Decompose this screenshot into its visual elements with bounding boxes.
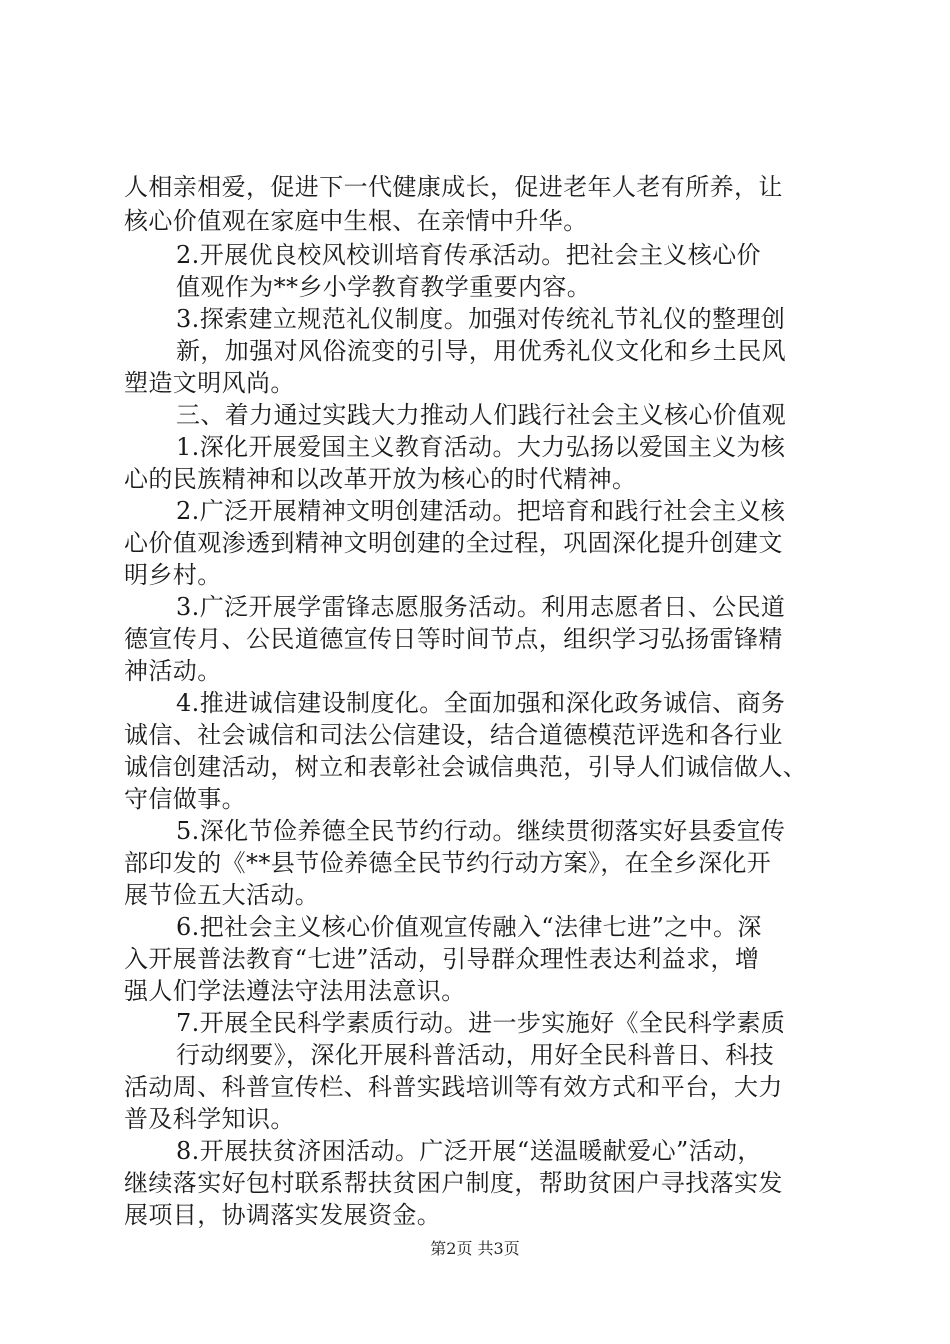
body-line: 神活动。 (124, 657, 222, 685)
section-heading: 三、着力通过实践大力推动人们践行社会主义核心价值观 (176, 401, 786, 429)
body-line: 部印发的《**县节俭养德全民节约行动方案》，在全乡深化开 (124, 849, 772, 877)
body-line: 8.开展扶贫济困活动。广泛开展“送温暖献爱心”活动， (176, 1137, 762, 1165)
body-line: 5.深化节俭养德全民节约行动。继续贯彻落实好县委宣传 (176, 817, 786, 845)
body-line: 2.广泛开展精神文明创建活动。把培育和践行社会主义核 (176, 497, 786, 525)
page-number: 第2页 共3页 (430, 1239, 520, 1258)
body-line: 展节俭五大活动。 (124, 881, 320, 909)
body-line: 心价值观渗透到精神文明创建的全过程，巩固深化提升创建文 (124, 529, 783, 557)
body-line: 2.开展优良校风校训培育传承活动。把社会主义核心价 (176, 241, 761, 269)
body-line: 行动纲要》，深化开展科普活动，用好全民科普日、科技 (176, 1041, 774, 1069)
body-line: 普及科学知识。 (124, 1105, 295, 1133)
body-line: 展项目，协调落实发展资金。 (124, 1201, 442, 1229)
body-line: 7.开展全民科学素质行动。进一步实施好《全民科学素质 (176, 1009, 786, 1037)
body-line: 3.广泛开展学雷锋志愿服务活动。利用志愿者日、公民道 (176, 593, 786, 621)
body-line: 心的民族精神和以改革开放为核心的时代精神。 (124, 465, 637, 493)
body-line: 德宣传月、公民道德宣传日等时间节点，组织学习弘扬雷锋精 (124, 625, 783, 653)
body-line: 活动周、科普宣传栏、科普实践培训等有效方式和平台，大力 (124, 1073, 783, 1101)
body-line: 塑造文明风尚。 (124, 369, 295, 397)
body-line: 守信做事。 (124, 785, 246, 813)
body-line: 1.深化开展爱国主义教育活动。大力弘扬以爱国主义为核 (176, 433, 786, 461)
body-line: 核心价值观在家庭中生根、在亲情中升华。 (124, 207, 588, 235)
body-line: 强人们学法遵法守法用法意识。 (124, 977, 466, 1005)
body-line: 入开展普法教育“七进”活动，引导群众理性表达利益求，增 (124, 945, 760, 973)
body-line: 3.探索建立规范礼仪制度。加强对传统礼节礼仪的整理创 (176, 305, 786, 333)
body-line: 继续落实好包村联系帮扶贫困户制度，帮助贫困户寻找落实发 (124, 1169, 783, 1197)
body-line: 4.推进诚信建设制度化。全面加强和深化政务诚信、商务 (176, 689, 786, 717)
body-line: 诚信、社会诚信和司法公信建设，结合道德模范评选和各行业 (124, 721, 783, 749)
body-line: 明乡村。 (124, 561, 222, 589)
body-line: 新，加强对风俗流变的引导，用优秀礼仪文化和乡土民风 (176, 337, 786, 365)
body-line: 人相亲相爱，促进下一代健康成长，促进老年人老有所养，让 (124, 173, 783, 201)
body-line: 诚信创建活动，树立和表彰社会诚信典范，引导人们诚信做人、 (124, 753, 808, 781)
body-line: 值观作为**乡小学教育教学重要内容。 (176, 273, 592, 301)
body-line: 6.把社会主义核心价值观宣传融入“法律七进”之中。深 (176, 913, 762, 941)
